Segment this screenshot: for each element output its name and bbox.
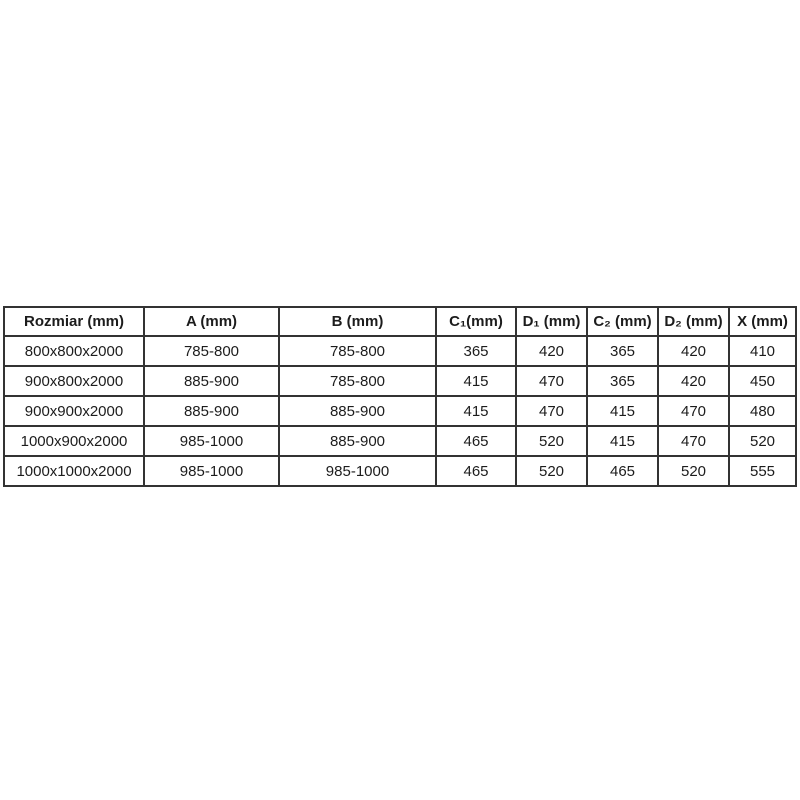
cell-c1: 365	[436, 336, 516, 366]
cell-c1: 415	[436, 396, 516, 426]
cell-a: 985-1000	[144, 456, 279, 486]
column-header-a: A (mm)	[144, 307, 279, 336]
cell-d1: 470	[516, 366, 587, 396]
cell-c2: 465	[587, 456, 658, 486]
cell-rozmiar: 800x800x2000	[4, 336, 144, 366]
cell-d2: 420	[658, 366, 729, 396]
column-header-x: X (mm)	[729, 307, 796, 336]
cell-x: 450	[729, 366, 796, 396]
cell-b: 985-1000	[279, 456, 436, 486]
cell-a: 885-900	[144, 366, 279, 396]
cell-d2: 420	[658, 336, 729, 366]
cell-d1: 520	[516, 426, 587, 456]
cell-rozmiar: 1000x900x2000	[4, 426, 144, 456]
cell-x: 555	[729, 456, 796, 486]
cell-a: 885-900	[144, 396, 279, 426]
size-spec-table	[3, 306, 797, 487]
cell-c2: 365	[587, 366, 658, 396]
cell-d1: 520	[516, 456, 587, 486]
cell-b: 785-800	[279, 366, 436, 396]
cell-rozmiar: 900x900x2000	[4, 396, 144, 426]
header-row	[4, 307, 796, 336]
cell-rozmiar: 900x800x2000	[4, 366, 144, 396]
cell-rozmiar: 1000x1000x2000	[4, 456, 144, 486]
cell-x: 410	[729, 336, 796, 366]
cell-c1: 465	[436, 426, 516, 456]
cell-c2: 365	[587, 336, 658, 366]
table-row	[4, 396, 796, 426]
table-row	[4, 426, 796, 456]
cell-c1: 465	[436, 456, 516, 486]
cell-b: 885-900	[279, 396, 436, 426]
cell-c2: 415	[587, 426, 658, 456]
cell-x: 480	[729, 396, 796, 426]
column-header-c1: C₁(mm)	[436, 307, 516, 336]
column-header-c2: C₂ (mm)	[587, 307, 658, 336]
cell-d1: 470	[516, 396, 587, 426]
cell-c1: 415	[436, 366, 516, 396]
cell-d2: 470	[658, 396, 729, 426]
cell-d1: 420	[516, 336, 587, 366]
column-header-rozmiar: Rozmiar (mm)	[4, 307, 144, 336]
cell-b: 885-900	[279, 426, 436, 456]
cell-x: 520	[729, 426, 796, 456]
column-header-d2: D₂ (mm)	[658, 307, 729, 336]
table-row	[4, 336, 796, 366]
cell-a: 785-800	[144, 336, 279, 366]
cell-b: 785-800	[279, 336, 436, 366]
cell-d2: 520	[658, 456, 729, 486]
cell-d2: 470	[658, 426, 729, 456]
table-row	[4, 456, 796, 486]
cell-c2: 415	[587, 396, 658, 426]
table-row	[4, 366, 796, 396]
column-header-d1: D₁ (mm)	[516, 307, 587, 336]
cell-a: 985-1000	[144, 426, 279, 456]
column-header-b: B (mm)	[279, 307, 436, 336]
